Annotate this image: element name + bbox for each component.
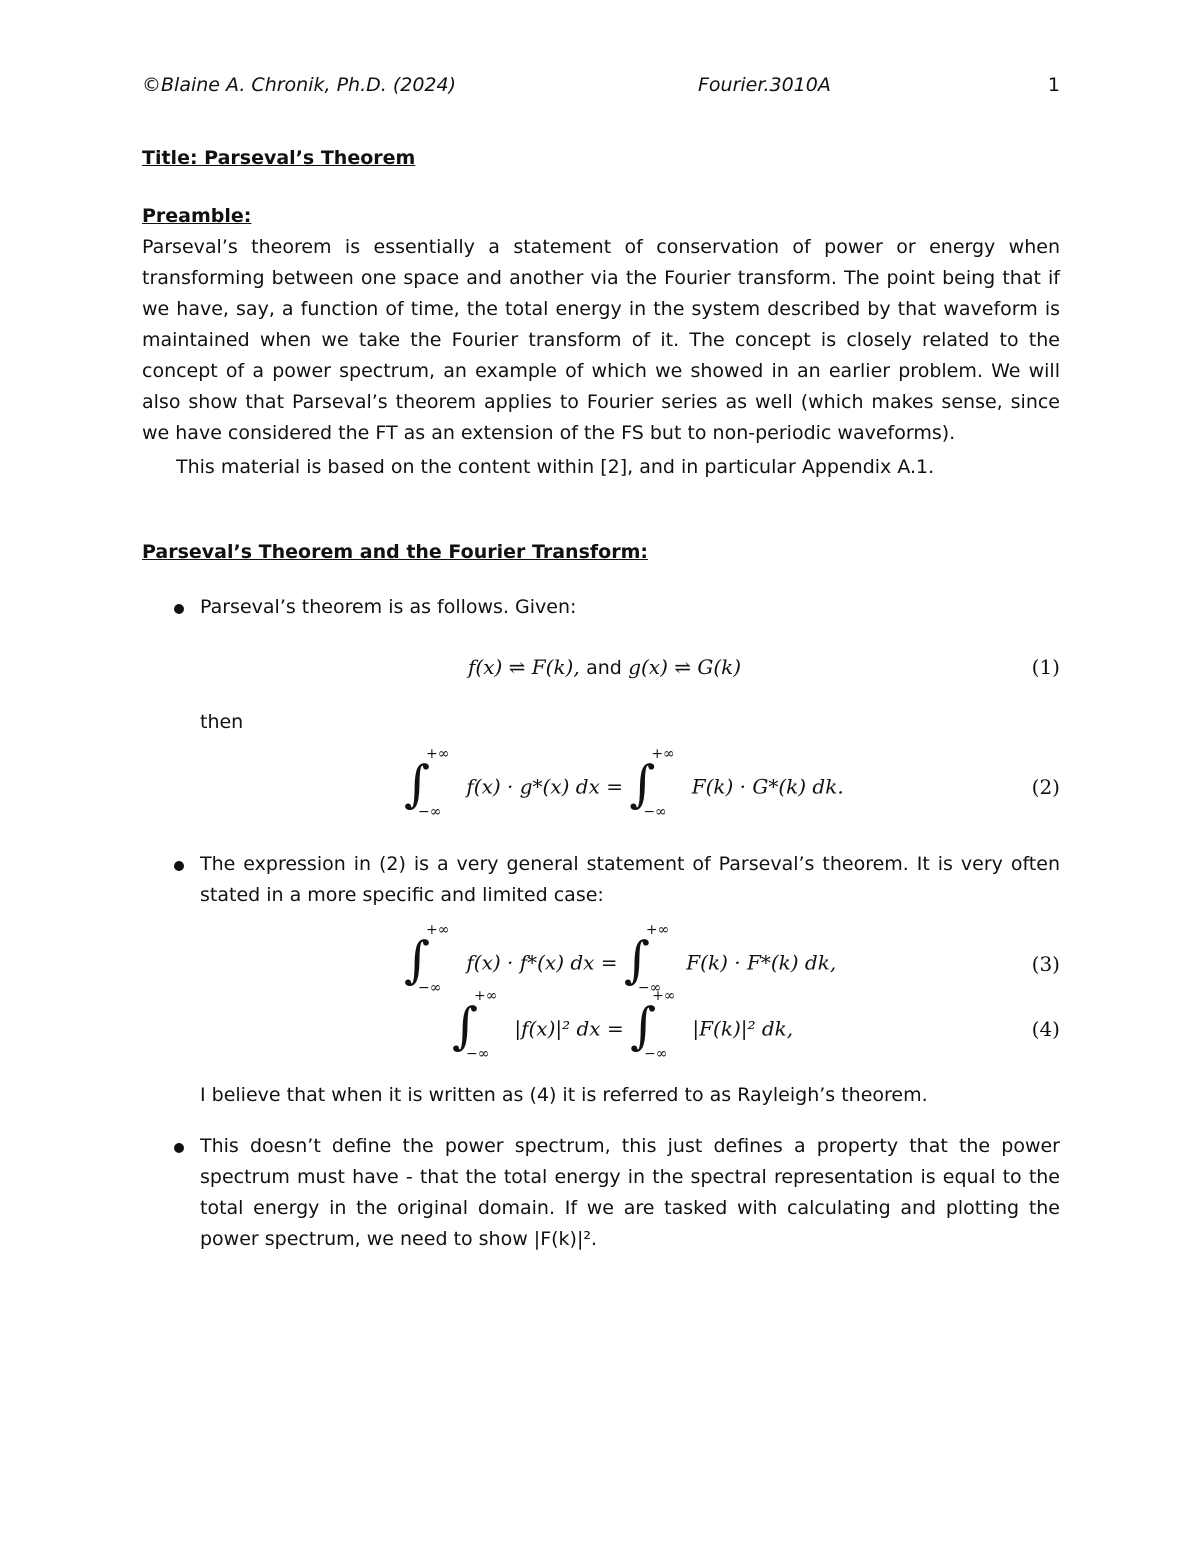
bullet-3-text: This doesn’t define the power spectrum, this just defines a property that the power spectrum must have - that the total energy in the spectral representation is equal to the total energy in the original domain. If we are tasked with calculating and plotting the power spectrum, we need to show |F(k)|². [200, 1135, 1060, 1250]
document-title: Title: Parseval’s Theorem [142, 147, 416, 169]
integral-sign: ∫ +∞ −∞ [452, 988, 498, 1062]
integral-sign: ∫ +∞ −∞ [629, 746, 675, 820]
equation-3-lhs: f(x) · f*(x) dx = [466, 950, 618, 975]
bullet-marker [174, 604, 184, 614]
rayleigh-note: I believe that when it is written as (4) it is referred to as Rayleigh’s theorem. [200, 1084, 928, 1106]
equation-4 [452, 988, 794, 1062]
header-page-number: 1 [1047, 74, 1060, 96]
equation-1-and: and [586, 657, 622, 679]
integral-sign: ∫ +∞ −∞ [404, 746, 450, 820]
equation-2-rhs: F(k) · G*(k) dk. [691, 774, 844, 799]
equation-1 [468, 652, 741, 684]
equation-1-rhs: g(x) ⇌ G(k) [628, 655, 742, 679]
equation-3-rhs: F(k) · F*(k) dk, [686, 950, 837, 975]
integral-sign: ∫ +∞ −∞ [623, 922, 670, 996]
equation-2-number: (2) [1031, 775, 1060, 799]
header-doc-id: Fourier.3010A [698, 74, 831, 96]
bullet-marker [174, 861, 184, 871]
preamble-heading: Preamble: [142, 205, 252, 227]
equation-1-number: (1) [1031, 655, 1060, 679]
equation-4-lhs: |f(x)|² dx = [514, 1016, 624, 1041]
integral-sign: ∫ +∞ −∞ [404, 922, 450, 996]
equation-1-lhs: f(x) ⇌ F(k), [468, 655, 580, 679]
preamble-source-note: This material is based on the content within [2], and in particular Appendix A.1. [176, 456, 935, 478]
equation-4-number: (4) [1031, 1017, 1060, 1041]
then-text: then [200, 711, 244, 733]
integral-sign: ∫ +∞ −∞ [630, 988, 676, 1062]
equation-3 [404, 922, 837, 996]
equation-4-rhs: |F(k)|² dk, [692, 1016, 794, 1041]
header-author: ©Blaine A. Chronik, Ph.D. (2024) [142, 74, 457, 96]
equation-2 [404, 746, 844, 820]
bullet-2-text: The expression in (2) is a very general statement of Parseval’s theorem. It is very often stated in a more specific and limited case: [200, 853, 1060, 906]
equation-2-lhs: f(x) · g*(x) dx = [466, 774, 623, 799]
equation-3-number: (3) [1031, 952, 1060, 976]
preamble-paragraph: Parseval’s theorem is essentially a statement of conservation of power or energy when transforming between one space and another via the Fourier transform. The point being that if we have, say, a function of time, the total energy in the system described by that waveform is maintained when we take the Fourier transform of it. The concept is closely related to the concept of a power spectrum, an example of which we showed in an earlier problem. We will also show that Parseval’s theorem applies to Fourier series as well (which makes sense, since we have considered the FT as an extension of the FS but to non-periodic waveforms). [142, 236, 1060, 444]
section-heading: Parseval’s Theorem and the Fourier Transform: [142, 541, 648, 563]
bullet-marker [174, 1143, 184, 1153]
page-header [142, 70, 1060, 102]
bullet-1-text: Parseval’s theorem is as follows. Given: [200, 596, 577, 618]
